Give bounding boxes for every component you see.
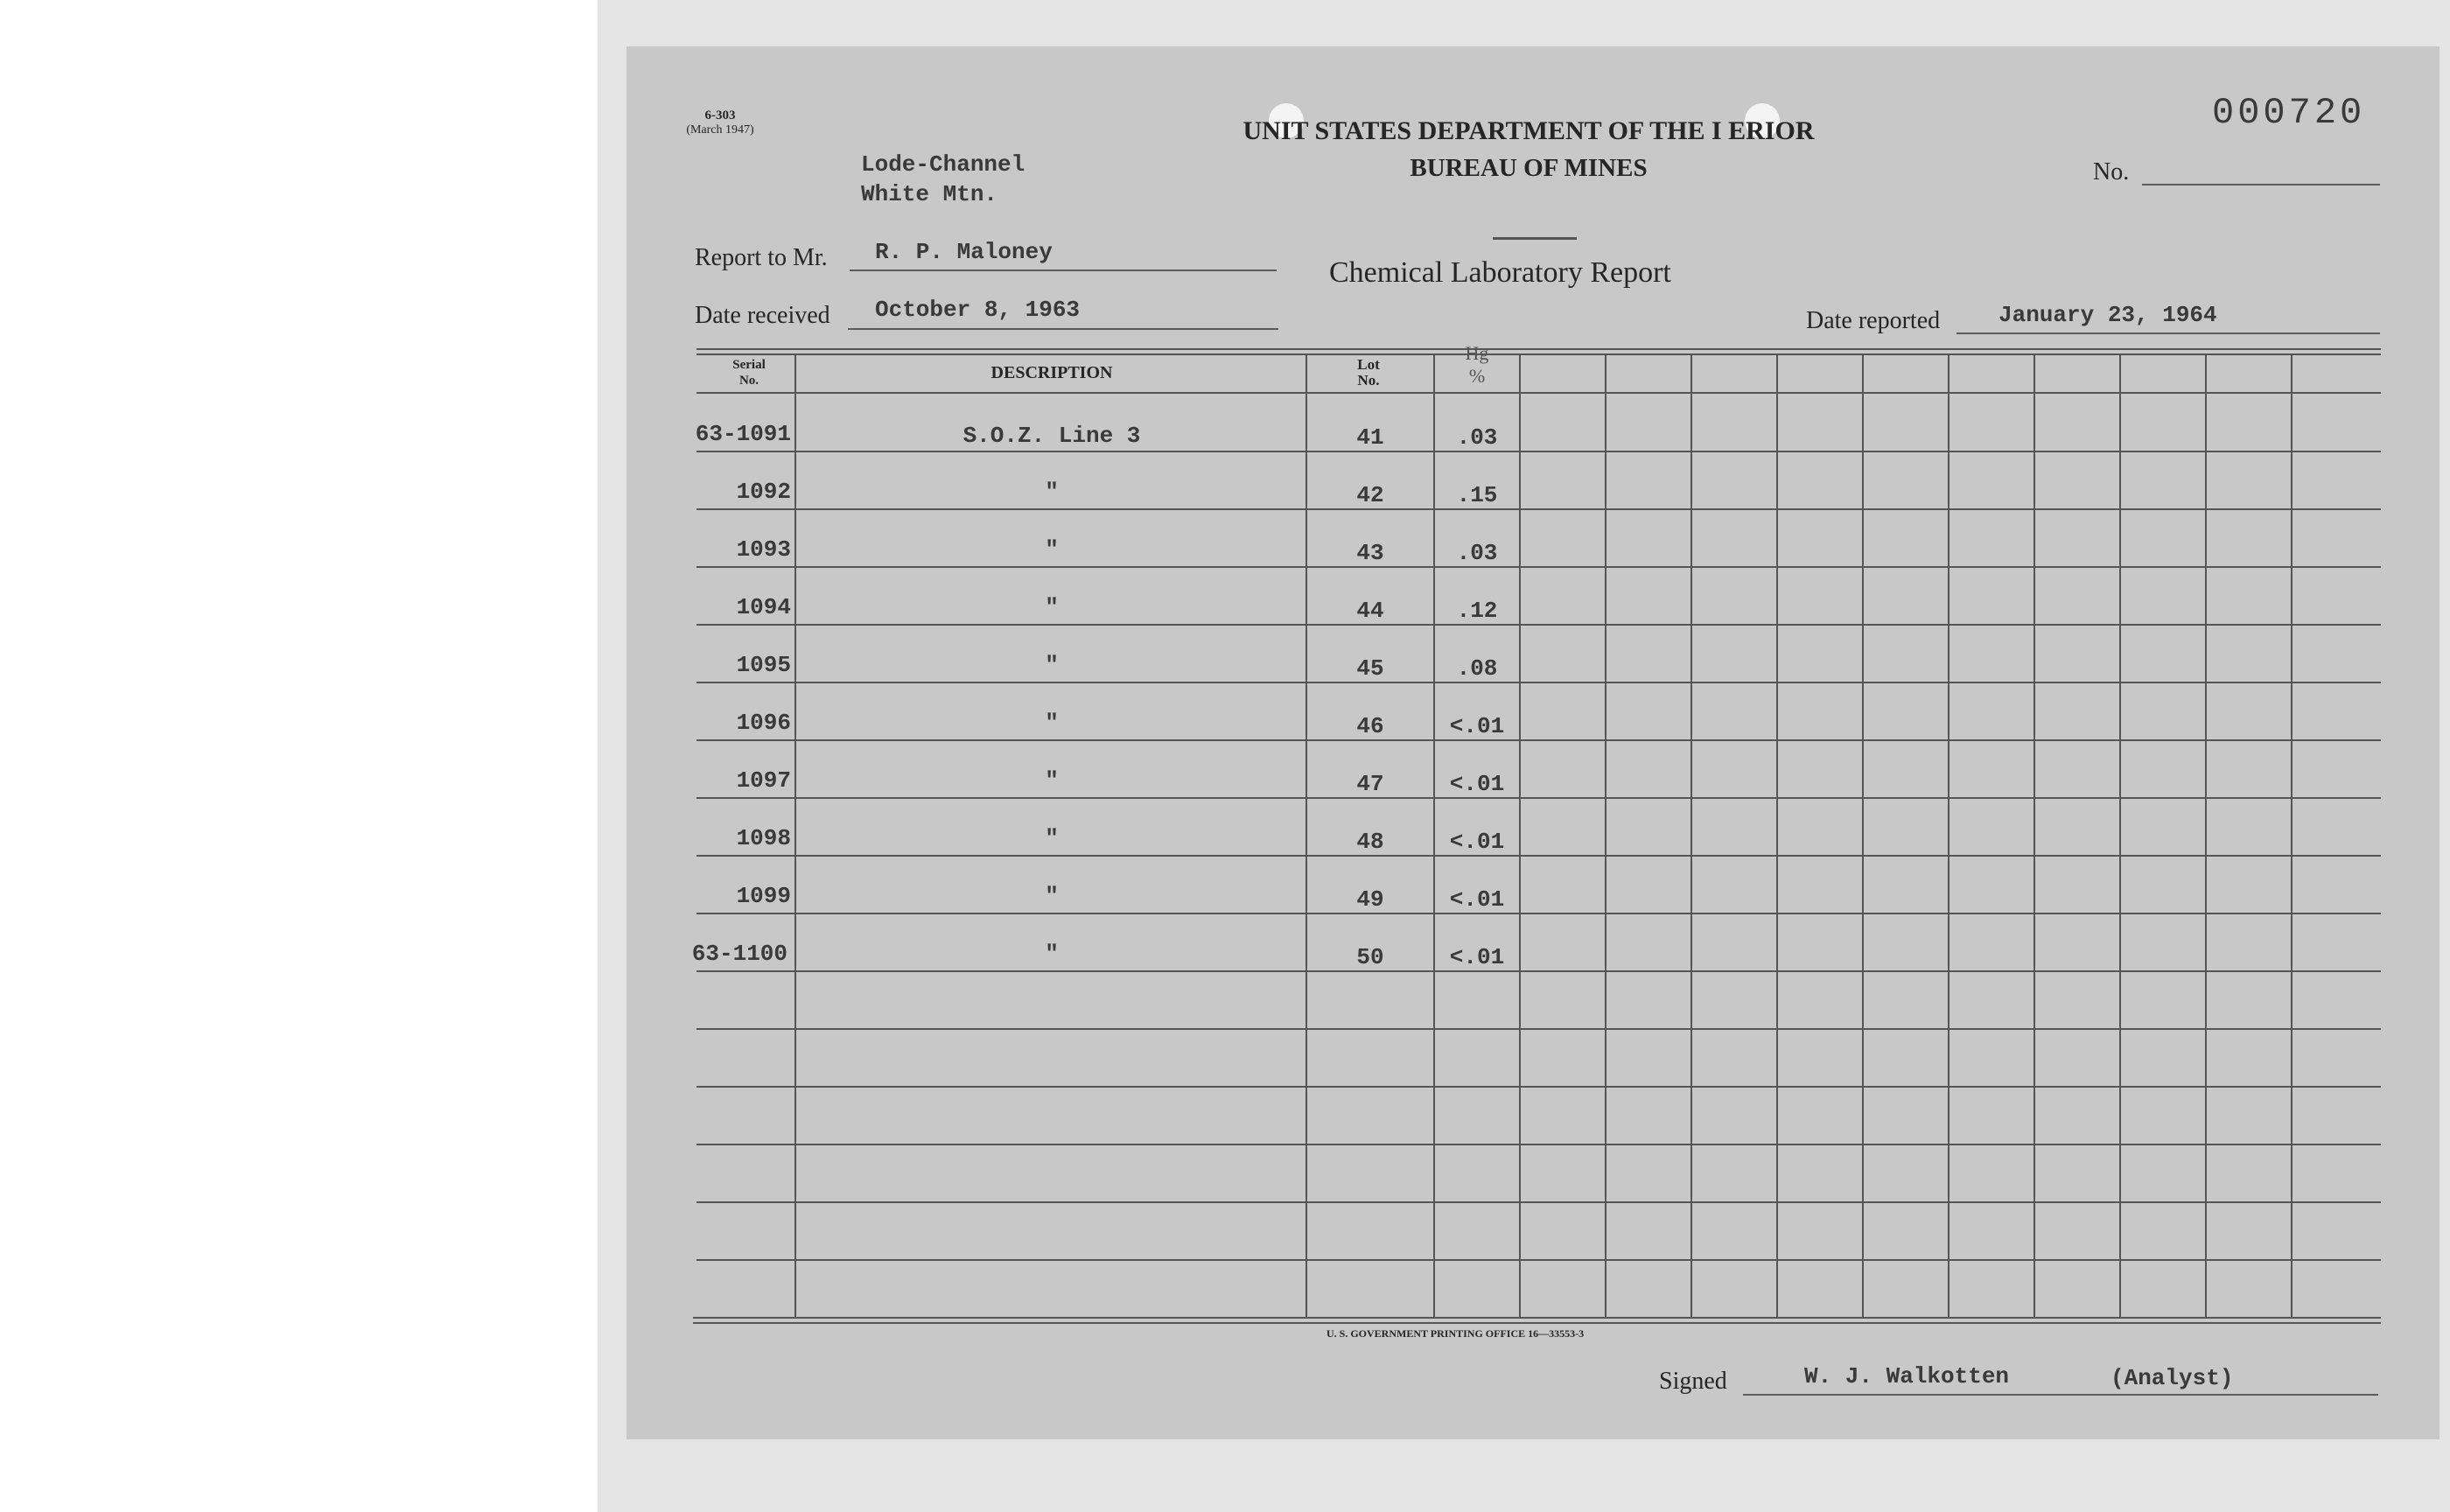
cell-serial: 1097 <box>736 767 791 794</box>
report-to-line <box>850 270 1277 271</box>
cell-hg: .08 <box>1456 655 1498 682</box>
column-rule <box>2205 354 2207 1317</box>
header-description: DESCRIPTION <box>990 363 1113 382</box>
row-rule <box>696 1028 2381 1030</box>
column-rule <box>2119 354 2121 1317</box>
header-bottom-rule <box>696 392 2381 394</box>
cell-description: " <box>1045 479 1059 505</box>
cell-lot: 46 <box>1356 713 1384 739</box>
cell-serial: 63-1100 <box>691 941 788 967</box>
cell-serial: 1098 <box>736 825 791 851</box>
column-rule <box>794 354 796 1317</box>
cell-description: " <box>1045 883 1059 909</box>
cell-lot: 42 <box>1356 482 1384 508</box>
header-hg-line-2: % <box>1468 365 1486 387</box>
cell-hg: <.01 <box>1449 713 1505 739</box>
header-hg <box>1451 342 1503 388</box>
column-rule <box>2034 354 2035 1317</box>
row-rule <box>696 1086 2381 1088</box>
column-rule <box>1862 354 1864 1317</box>
table-top-rule-1 <box>696 348 2381 350</box>
cell-lot: 47 <box>1356 771 1384 797</box>
cell-hg: <.01 <box>1449 829 1505 855</box>
row-rule <box>696 970 2381 972</box>
column-rule <box>1776 354 1778 1317</box>
number-line <box>2142 184 2380 186</box>
number-label: No. <box>2093 158 2130 186</box>
signed-value: W. J. Walkotten <box>1804 1363 2010 1390</box>
form-date: (March 1947) <box>686 123 754 136</box>
signed-line <box>1743 1394 2378 1396</box>
row-rule <box>696 1259 2381 1261</box>
control-number: 000720 <box>2212 92 2366 134</box>
title-rule <box>1493 237 1577 240</box>
department-title: UNIT STATES DEPARTMENT OF THE I ERIOR <box>1242 116 1815 145</box>
report-title: Chemical Laboratory Report <box>1329 256 1671 289</box>
date-reported-value: January 23, 1964 <box>1998 302 2217 328</box>
location-line-2: White Mtn. <box>861 181 998 207</box>
cell-lot: 44 <box>1356 598 1384 624</box>
report-to-value: R. P. Maloney <box>875 239 1053 265</box>
row-rule <box>696 451 2381 452</box>
cell-serial: 1099 <box>736 883 791 909</box>
report-to-label: Report to Mr. <box>695 244 828 271</box>
date-received-label: Date received <box>695 302 830 329</box>
table-top-rule-2 <box>696 354 2381 355</box>
report-form <box>626 46 2440 1439</box>
cell-description: " <box>1045 536 1059 563</box>
cell-lot: 49 <box>1356 886 1384 913</box>
cell-serial: 1095 <box>736 652 791 678</box>
cell-description: " <box>1045 767 1059 794</box>
cell-description: " <box>1045 941 1059 967</box>
date-received-value: October 8, 1963 <box>875 297 1081 323</box>
signed-label: Signed <box>1659 1368 1727 1395</box>
header-lot <box>1325 357 1412 388</box>
row-rule <box>696 508 2381 510</box>
cell-hg: <.01 <box>1449 771 1505 797</box>
date-received-line <box>848 328 1278 330</box>
cell-hg: <.01 <box>1449 944 1505 970</box>
column-rule <box>1306 354 1307 1317</box>
cell-description: " <box>1045 710 1059 736</box>
cell-lot: 43 <box>1356 540 1384 566</box>
cell-lot: 45 <box>1356 655 1384 682</box>
row-rule <box>696 1201 2381 1203</box>
column-rule <box>2291 354 2292 1317</box>
row-rule <box>696 624 2381 626</box>
column-rule <box>1605 354 1606 1317</box>
bureau-title: BUREAU OF MINES <box>1410 154 1648 182</box>
row-rule <box>696 739 2381 741</box>
cell-lot: 41 <box>1356 424 1384 451</box>
cell-serial: 1094 <box>736 594 791 620</box>
cell-description: " <box>1045 594 1059 620</box>
column-rule <box>1690 354 1692 1317</box>
printing-office-imprint: U. S. GOVERNMENT PRINTING OFFICE 16—33553-3 <box>1326 1327 1585 1340</box>
cell-hg: <.01 <box>1449 886 1505 913</box>
table-bottom-rule-1 <box>693 1317 2381 1319</box>
cell-serial: 1092 <box>736 479 791 505</box>
cell-hg: .15 <box>1456 482 1498 508</box>
header-serial-line-2: No. <box>738 374 760 388</box>
cell-description: S.O.Z. Line 3 <box>962 423 1141 449</box>
date-reported-line <box>1956 332 2380 334</box>
cell-serial: 63-1091 <box>695 421 791 447</box>
table-bottom-rule-2 <box>693 1322 2381 1324</box>
row-rule <box>696 855 2381 857</box>
form-number: 6-303 <box>704 108 736 122</box>
cell-hg: .12 <box>1456 598 1498 624</box>
cell-description: " <box>1045 652 1059 678</box>
cell-serial: 1096 <box>736 710 791 736</box>
row-rule <box>696 1144 2381 1145</box>
header-lot-line-1: Lot <box>1357 356 1380 373</box>
row-rule <box>696 797 2381 799</box>
column-rule <box>1519 354 1521 1317</box>
location-line-1: Lode-Channel <box>861 151 1026 178</box>
signed-role: (Analyst) <box>2110 1365 2234 1391</box>
column-rule <box>1948 354 1950 1317</box>
header-lot-line-2: No. <box>1357 372 1380 388</box>
row-rule <box>696 682 2381 683</box>
header-serial <box>714 357 784 388</box>
cell-hg: .03 <box>1456 424 1498 451</box>
row-rule <box>696 566 2381 568</box>
cell-lot: 50 <box>1356 944 1384 970</box>
date-reported-label: Date reported <box>1806 307 1941 334</box>
cell-hg: .03 <box>1456 540 1498 566</box>
cell-description: " <box>1045 825 1059 851</box>
header-hg-line-1: Hg <box>1465 342 1489 364</box>
header-serial-line-1: Serial <box>732 358 766 372</box>
cell-serial: 1093 <box>736 536 791 563</box>
row-rule <box>696 913 2381 914</box>
cell-lot: 48 <box>1356 829 1384 855</box>
